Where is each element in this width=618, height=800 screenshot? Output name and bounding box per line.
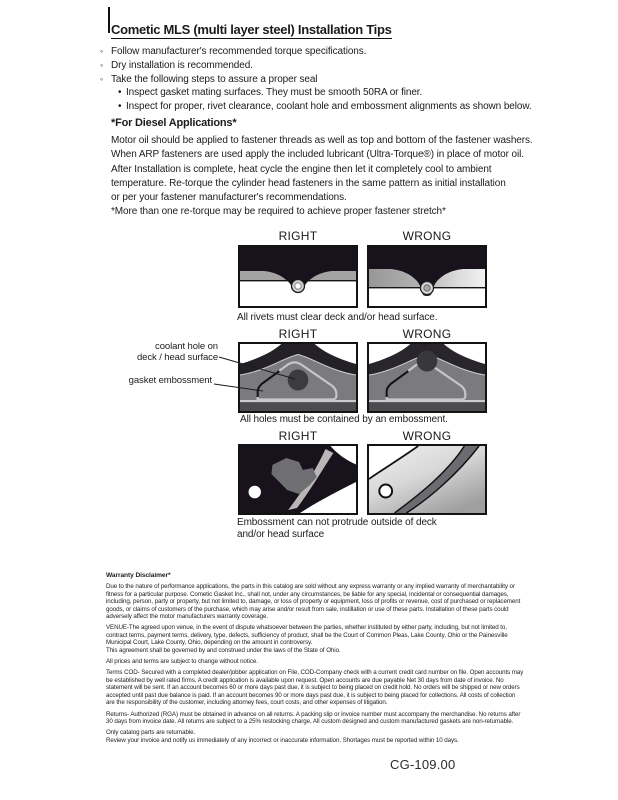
embossment-wrong-diagram: [367, 342, 487, 413]
warranty-disclaimer: [106, 572, 566, 748]
rivet-clearance-wrong-diagram: [367, 245, 487, 308]
list-item-text: Inspect gasket mating surfaces. They must be smooth 50RA or finer.: [126, 87, 423, 99]
right-label: RIGHT: [278, 327, 318, 341]
protrusion-right-diagram: [238, 444, 358, 515]
diesel-paragraph-1: Motor oil should be applied to fastener threads as well as top and bottom of the fastener washers. When ARP fasteners are used apply the included lubricant (Ultra-Torque®) in place of motor oil.: [111, 135, 533, 160]
right-label: RIGHT: [278, 229, 318, 243]
protrusion-caption: Embossment can not protrude outside of deck and/or head surface: [237, 517, 437, 540]
rivet-clearance-right-diagram: [238, 245, 358, 308]
retorque-note: *More than one re-torque may be required to achieve proper fastener stretch*: [111, 206, 446, 217]
page-title: Cometic MLS (multi layer steel) Installation Tips: [111, 22, 392, 37]
diesel-paragraph-2: After Installation is complete, heat cycle the engine then let it completely cool to ambient temperature. Re-torque the cylinder head fasteners in the same pattern as initial installation or per your fastener manufacturer's recommendations.: [111, 164, 506, 203]
registration-mark: [108, 7, 110, 33]
page-number: CG-109.00: [390, 757, 456, 772]
dot-bullet-icon: •: [118, 101, 122, 113]
warranty-disclaimer-body: Due to the nature of performance applications, the parts in this catalog are sold without any express warranty or any implied warranty of merchantability or fitness for a particular purpose. Cometic Gasket Inc., shall not, under any circumstances, be liable for any special, incidental or consequential damages, including, person, party or property, but not limited to, damage, or loss of property or equipment, loss of profits or revenue, cost of purchased or replacement goods, or claims of customers of the purchase, which may arise and/or result from sale, instillation or use of these parts. Installation of these parts could adversely affect the motor manufacturers warranty coverage. VENUE-The agreed upon venue, in the event of dispute whatsoever between the parties, whether instituted by either party, including, but not limited to, contract terms, payment terms, delivery, type, defects, sufficiency of product, shall be the Court of Common Pleas, Lake County, Ohio or the Painesville Municipal Court, Lake County, Ohio, depending on the amount in controversy. This agreement shall be governed by and construed under the laws of the State of Ohio. All prices and terms are subject to change without notice. Terms COD- Secured with a completed dealer/jobber application on File, COD-Company check with a current credit card number on file. Open accounts may be established by well rated firms. A credit application is available upon request. Open accounts are due payable Net 30 days from date of invoice. No statement will be sent. If an account becomes 60 or more days past due, it is subject to being placed on credit hold. No orders will be shipped or new orders accepted until past due balance is paid. If an account becomes 90 or more days past due, it is subject to being placed for collections. All costs of collection are the responsibility of the customer, including attorney fees, court costs, and other expenses of litigation. Returns- Authorized (RGA) must be obtained in advance on all returns. A packing slip or invoice number must accompany the merchandise. No returns after 30 days from invoice date. All returns are subject to a 25% restocking charge. All custom designed and custom manufactured gaskets are non-returnable. Only catalog parts are returnable. Review your invoice and notify us immediately of any incorrect or inaccurate information. Shortages must be reported within 10 days.: [106, 583, 524, 744]
diesel-applications-heading: *For Diesel Applications*: [111, 117, 237, 129]
circle-bullet-icon: ◦: [100, 59, 104, 70]
embossment-wrong-illustration: [369, 344, 485, 411]
dot-bullet-icon: •: [118, 87, 122, 99]
rivet-wrong-illustration: [369, 247, 485, 306]
list-item-text: Inspect for proper, rivet clearance, coolant hole and embossment alignments as shown below.: [126, 101, 532, 113]
coolant-hole-label: coolant hole on deck / head surface: [136, 341, 218, 363]
protrusion-right-illustration: [240, 446, 356, 513]
embossment-caption: All holes must be contained by an embossment.: [240, 414, 448, 425]
list-item: [100, 59, 532, 73]
protrusion-wrong-illustration: [369, 446, 485, 513]
embossment-right-illustration: [240, 344, 356, 411]
circle-bullet-icon: ◦: [100, 73, 104, 84]
gasket-embossment-label: gasket embossment: [128, 375, 212, 386]
right-label: RIGHT: [278, 429, 318, 443]
list-item-text: Follow manufacturer's recommended torque specifications.: [111, 46, 367, 57]
list-item-text: Take the following steps to assure a proper seal: [111, 73, 318, 85]
installation-tips-list: [100, 45, 532, 114]
rivet-right-illustration: [240, 247, 356, 306]
protrusion-wrong-diagram: [367, 444, 487, 515]
wrong-label: WRONG: [402, 327, 452, 341]
wrong-label: WRONG: [402, 229, 452, 243]
embossment-right-diagram: [238, 342, 358, 413]
sub-list-item: [100, 86, 532, 100]
wrong-label: WRONG: [402, 429, 452, 443]
rivet-caption: All rivets must clear deck and/or head surface.: [237, 312, 438, 323]
list-item: [100, 45, 532, 59]
circle-bullet-icon: ◦: [100, 46, 104, 56]
sub-list-item: [100, 100, 532, 114]
list-item: [100, 73, 532, 87]
warranty-disclaimer-heading: Warranty Disclaimer*: [106, 572, 171, 579]
list-item-text: Dry installation is recommended.: [111, 59, 253, 71]
